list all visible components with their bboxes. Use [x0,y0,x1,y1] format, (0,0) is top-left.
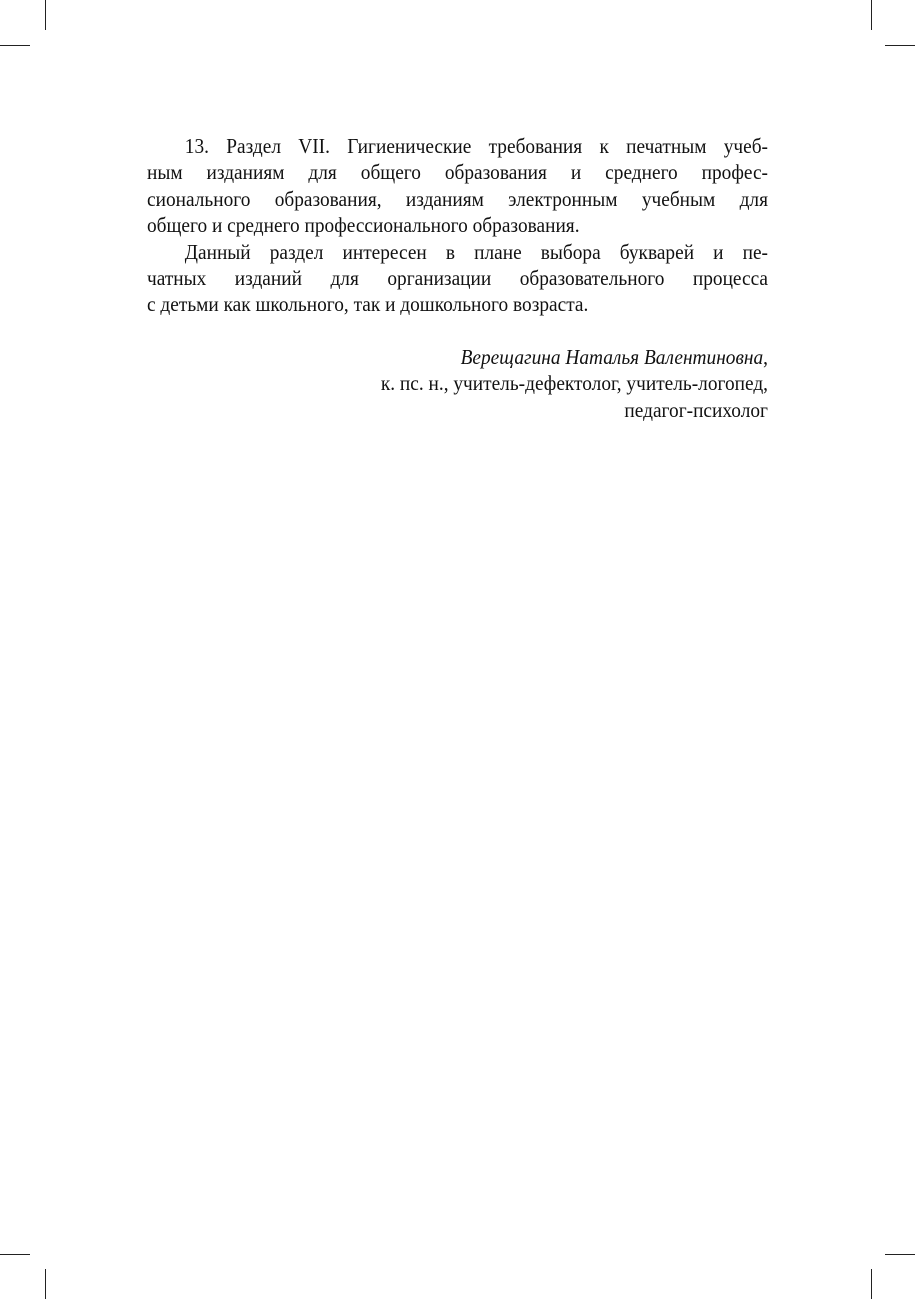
author-name-line [147,344,768,370]
crop-mark-top-right-horizontal [885,45,915,46]
text-line: 13. Раздел VII. Гигиенические требования к печатным учеб- [184,134,769,158]
crop-mark-bottom-right-horizontal [885,1254,915,1255]
text-line: ным изданиям для общего образования и среднего профес- [147,160,768,185]
author-role: педагог-психолог [624,397,768,422]
crop-mark-bottom-left-vertical [45,1269,46,1299]
crop-mark-bottom-left-horizontal [0,1254,30,1255]
page-body [147,133,768,423]
text-line: с детьми как школьного, так и дошкольного возраста. [147,292,589,317]
author-signature [147,344,768,423]
author-name: Верещагина Наталья Валентиновна [460,344,764,369]
crop-mark-top-left-horizontal [0,45,30,46]
paragraph-comment [147,239,768,318]
text-line: Данный раздел интересен в плане выбора букварей и пе- [184,239,769,264]
crop-mark-bottom-right-vertical [871,1269,872,1299]
text-line: общего и среднего профессионального образования. [147,213,580,238]
paragraph-section-vii [147,133,768,239]
author-credentials: к. пс. н., учитель-дефектолог, учитель-логопед, [380,371,768,396]
author-name-comma: , [763,344,768,369]
text-line: сионального образования, изданиям электронным учебным для [147,186,768,211]
text-line: чатных изданий для организации образовательного процесса [147,266,768,291]
crop-mark-top-right-vertical [871,0,872,30]
crop-mark-top-left-vertical [45,0,46,30]
